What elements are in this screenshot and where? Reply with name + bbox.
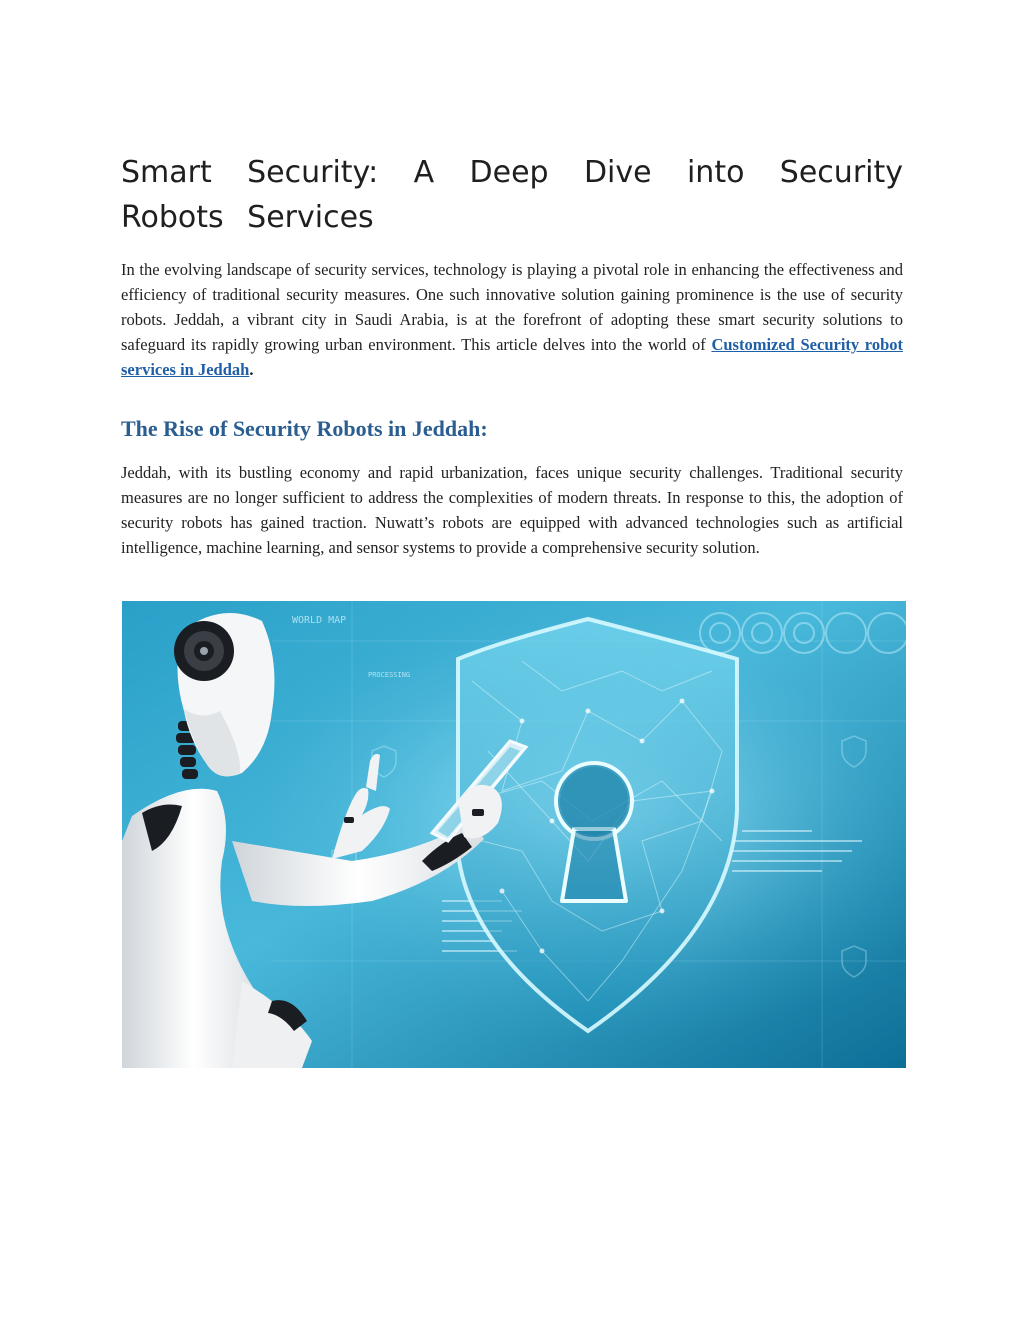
intro-paragraph <box>121 257 903 382</box>
robot-security-illustration <box>122 601 906 1068</box>
robot-ear-icon <box>174 621 234 681</box>
hud-world-map-label: WORLD MAP <box>292 615 347 626</box>
customized-security-link[interactable]: Customized Security robot services in Jeddah <box>121 335 903 379</box>
document-title: Smart Security: A Deep Dive into Security Robots Services <box>121 155 903 235</box>
section-paragraph: Jeddah, with its bustling economy and rapid urbanization, faces unique security challenges. Traditional security measures are no longer sufficient to address the complexities of modern threats. In response to this, the adoption of security robots has gained traction. Nuwatt’s robots are equipped with advanced technologies such as artificial intelligence, machine learning, and sensor systems to provide a comprehensive security solution. <box>121 463 903 557</box>
hud-processing-label: PROCESSING <box>368 671 411 679</box>
section-heading: The Rise of Security Robots in Jeddah: <box>121 416 488 441</box>
document-page <box>121 150 903 560</box>
intro-text: In the evolving landscape of security services, technology is playing a pivotal role in enhancing the effectiveness and efficiency of traditional security measures. One such innovative solution gaining prominence is the use of security robots. Jeddah, a vibrant city in Saudi Arabia, is at the forefront of adopting these smart security solutions to safeguard its rapidly growing urban environment. This article delves into the world of <box>121 260 903 354</box>
intro-period: . <box>249 360 254 379</box>
